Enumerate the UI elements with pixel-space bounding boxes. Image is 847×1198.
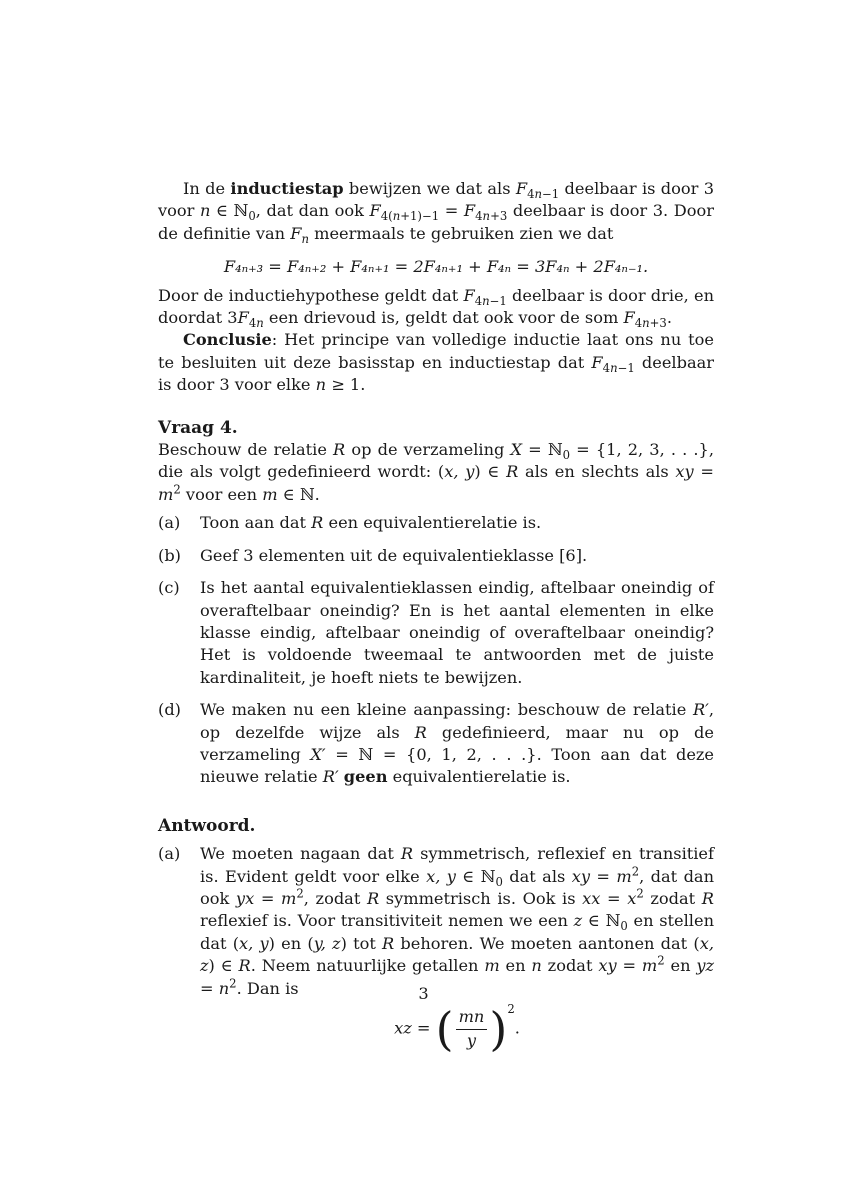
paper-page [158, 178, 714, 1062]
math: n [199, 201, 211, 221]
paragraph-inductiestap: In de inductiestap bewijzen we dat als $F_{4n-1}$ deelbaar is door 3 voor n ∈ ℕ$_0$, dat dan ook $F_{4(n+1)-1} = F_{4n+3}$ deelbaar is door 3. Door de definitie van $F_n$ meermaals te gebruiken zien we dat [158, 179, 714, 247]
display-equation-fibonacci: F₄ₙ₊₃ = F₄ₙ₊₂ + F₄ₙ₊₁ = 2F₄ₙ₊₁ + F₄ₙ = 3F₄ₙ + 2F₄ₙ₋₁. [223, 257, 649, 277]
math: $F_{4n-1}$ [515, 179, 560, 202]
question-intro: Beschouw de relatie R op de verzameling X = ℕ$_0$ = {1, 2, 3, . . .}, die als volgt gedefinieerd wordt: (x, y) ∈ R als en slechts als xy = $m^2$ voor een m ∈ ℕ. [158, 440, 715, 504]
paragraph-conclusie: Conclusie: Het principe van volledige inductie laat ons nu toe te besluiten uit deze basisstap en inductiestap dat $F_{4n-1}$ deelbaar is door 3 voor elke n ≥ 1. [158, 330, 714, 395]
answer-heading: Antwoord. [158, 815, 256, 836]
math: $F_{4(n+1)-1}$ [369, 201, 440, 224]
list-item: (a) Toon aan dat R een equivalentierelatie is. [158, 513, 542, 533]
list-item: (b) Geef 3 elementen uit de equivalentieklasse [6]. [158, 545, 588, 565]
list-item: (d) We maken nu een kleine aanpassing: beschouw de relatie R′, op dezelfde wijze als R gedefinieerd, maar nu op de verzameling X′ = ℕ = {0, 1, 2, . . .}. Toon aan dat deze nieuwe relatie R′ geen equivalentierelatie is. [158, 700, 715, 787]
question-items [158, 512, 714, 788]
paragraph-inductiehypothese: Door de inductiehypothese geldt dat $F_{4n-1}$ deelbaar is door drie, en doordat $3F_{4n}$ een drievoud is, geldt dat ook voor de som $F_{4n+3}$. [158, 285, 714, 331]
list-item: (c) Is het aantal equivalentieklassen eindig, aftelbaar oneindig of overaftelbaar oneindig? En is het aantal elementen in elke klasse eindig, aftelbaar oneindig of overaftelbaar oneindig? Het is voldoende tweemaal te antwoorden met de juiste kardinaliteit, je hoeft niets te bewijzen. [158, 578, 714, 687]
answer-items [158, 843, 715, 1056]
display-equation-xz: xz = ( $\frac{mn}{y}$ )$^2$. [394, 1002, 520, 1056]
page-number: 3 [418, 984, 429, 1003]
term-inductiestap: inductiestap [230, 179, 344, 198]
question-heading: Vraag 4. [158, 417, 238, 438]
list-item: (a) We moeten nagaan dat R symmetrisch, reflexief en transitief is. Evident geldt voor elke x, y ∈ ℕ$_0$ dat als xy = $m^2$, dat dan ook yx = $m^2$, zodat R symmetrisch is. Ook is xx = $x^2$ zodat R reflexief is. Voor transitiviteit nemen we een z ∈ ℕ$_0$ en stellen dat (x, y) en (y, z) tot R behoren. We moeten aantonen dat (x, z) ∈ R. Neem natuurlijke getallen m en n zodat xy = $m^2$ en yz = $n^2$. Dan is xz = ( $\frac{mn}{y}$ )$^2$. [158, 844, 715, 1056]
term-conclusie: Conclusie [183, 330, 272, 350]
